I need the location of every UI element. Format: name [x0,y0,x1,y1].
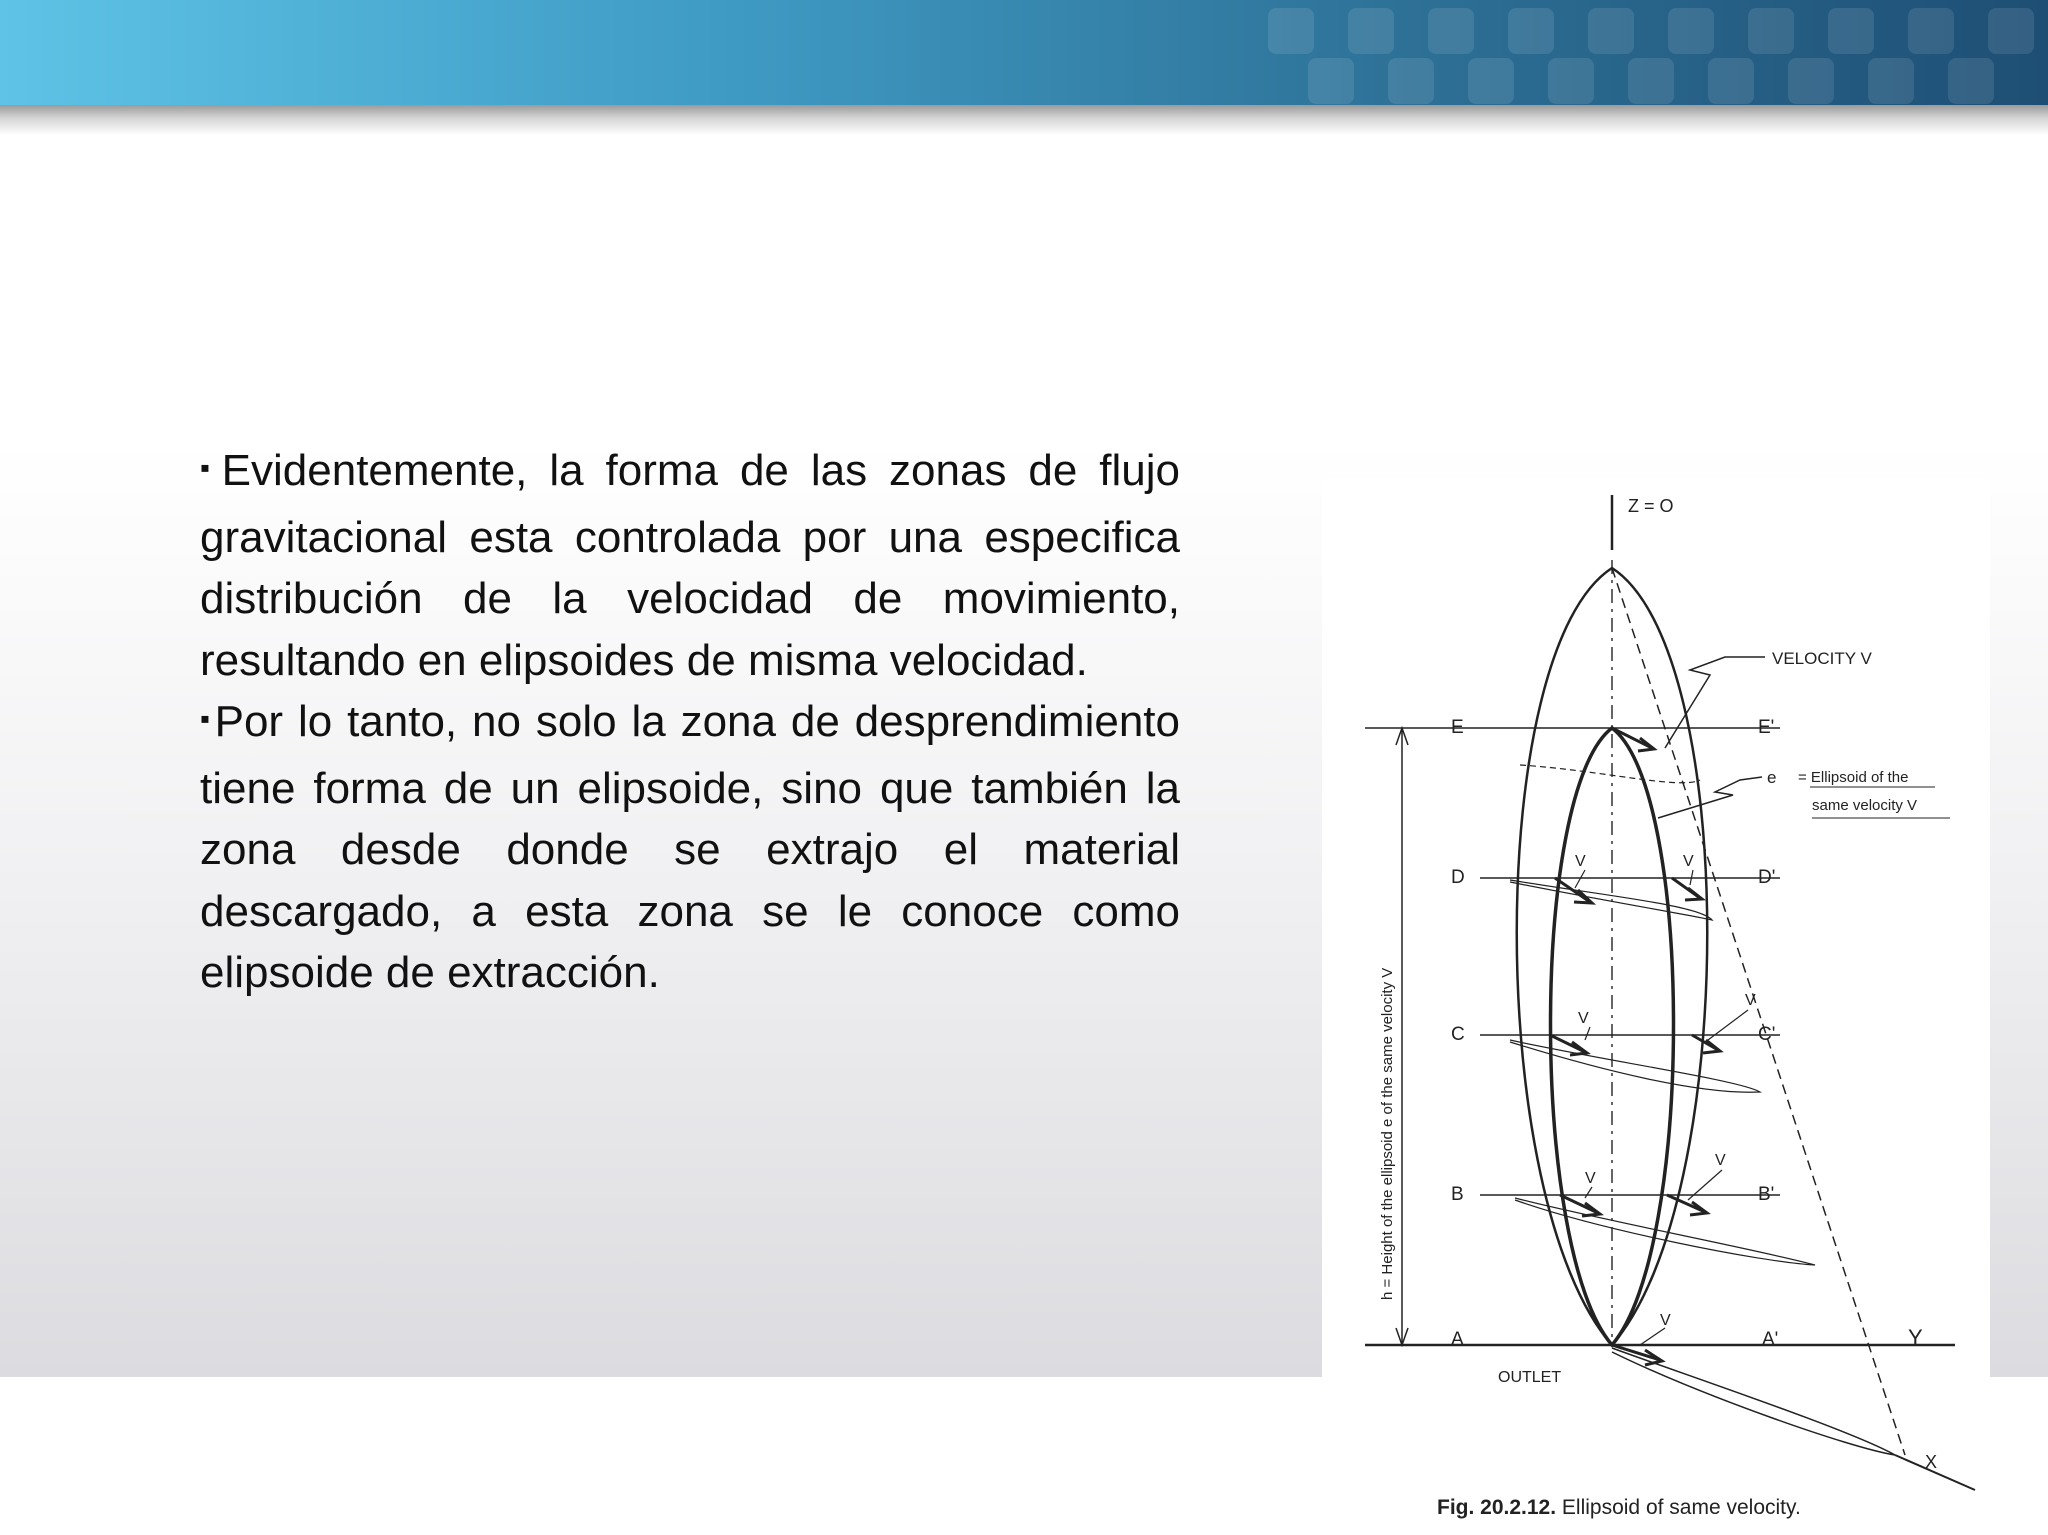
ellipsoid-leader [1658,777,1762,818]
x-label: X [1925,1452,1938,1472]
header-shadow [0,105,2048,135]
figure-caption-text: Ellipsoid of same velocity. [1561,1496,1801,1519]
header-bar [0,0,2048,105]
paragraph-text: Evidentemente, la forma de las zonas de flujo gravitacional esta controlada por una especifica distribución de la velocidad de movimiento, resultando en elipsoides de misma velocidad. [200,446,1180,685]
label-d-prime: D' [1758,867,1776,888]
header-decoration [1148,0,2048,105]
vi-leaders [1575,870,1748,1345]
velocity-label: VELOCITY V [1772,649,1872,668]
label-a-prime: A' [1762,1329,1779,1350]
label-e-prime: E' [1758,717,1775,738]
vi-label: V [1715,1152,1726,1169]
vi-label: V [1575,853,1586,870]
ellipsoid-diagram [1322,478,1990,1535]
paragraph-text: Por lo tanto, no solo la zona de desprendimiento tiene forma de un elipsoide, sino que también la zona desde donde se extrajo el material descargado, a esta zona se le conoce como elipsoide de extracción. [200,697,1180,997]
ellipsoid-symbol: e [1767,768,1777,787]
velocity-leader [1665,657,1765,748]
ellipsoid-label-line-2: same velocity V [1812,797,1918,814]
vi-label: V [1683,853,1694,870]
bullet-paragraph-2 [200,691,1180,1004]
ellipsoid-figure [1322,478,1990,1535]
velocity-arrows [1550,728,1720,1365]
bullet-icon: ▪ [200,452,220,483]
label-e: E [1451,717,1464,738]
figure-caption-number: Fig. 20.2.12. [1437,1496,1557,1519]
label-d: D [1451,867,1465,888]
label-b-prime: B' [1758,1184,1775,1205]
vi-label: V [1660,1312,1671,1329]
y-label: Y [1908,1325,1923,1350]
figure-caption [1437,1496,1801,1520]
bullet-paragraph-1 [200,440,1180,691]
dashed-diagonal [1612,568,1905,1455]
label-a: A [1451,1329,1464,1350]
vi-label: V [1585,1170,1596,1187]
height-axis-label: h = Height of the ellipsoid e of the same velocity V [1379,967,1396,1300]
stream-e [1520,765,1700,783]
outlet-label: OUTLET [1498,1369,1562,1386]
vi-label: V [1745,992,1756,1009]
z-label: Z = O [1628,496,1674,516]
slide-body-text [200,440,1180,1004]
vi-label: V [1578,1010,1589,1027]
label-c-prime: C' [1758,1024,1776,1045]
ellipsoid-label-line-1: = Ellipsoid of the [1798,769,1909,786]
stream-b [1515,1198,1815,1265]
label-b: B [1451,1184,1464,1205]
bullet-icon: ▪ [200,703,213,734]
stream-c [1510,1040,1760,1092]
label-c: C [1451,1024,1465,1045]
